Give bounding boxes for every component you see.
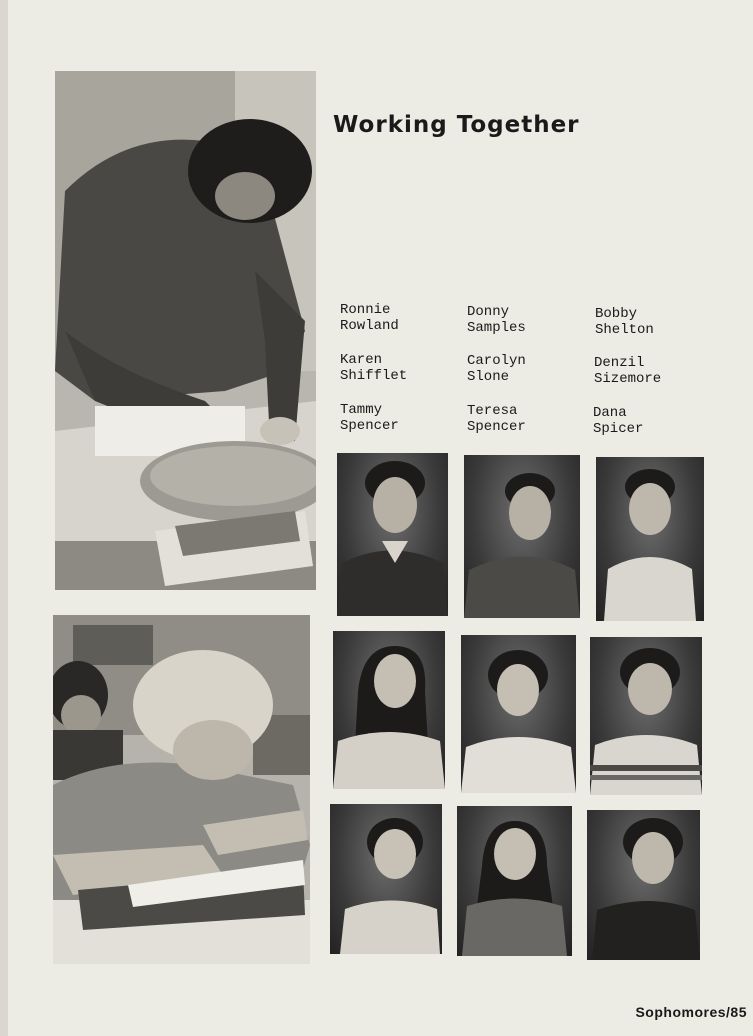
page-title: Working Together (333, 112, 580, 138)
student-name-9: Dana Spicer (593, 405, 644, 437)
person-silhouette-icon (587, 810, 700, 960)
portrait-2 (464, 455, 580, 618)
person-silhouette-icon (330, 804, 442, 954)
student-name-7: Tammy Spencer (340, 402, 399, 434)
person-silhouette-icon (464, 455, 580, 618)
student-name-5: Carolyn Slone (467, 353, 526, 385)
page-footer: Sophomores/85 (635, 1004, 747, 1020)
person-silhouette-icon (337, 453, 448, 616)
student-name-2: Donny Samples (467, 304, 526, 336)
portrait-5 (461, 635, 576, 793)
person-silhouette-icon (590, 637, 702, 795)
person-silhouette-icon (461, 635, 576, 793)
student-name-8: Teresa Spencer (467, 403, 526, 435)
portrait-7 (330, 804, 442, 954)
student-name-4: Karen Shifflet (340, 352, 408, 384)
student-name-6: Denzil Sizemore (594, 355, 662, 387)
candid-photo-sewing (55, 71, 316, 590)
drawing-scene-illustration (53, 615, 310, 964)
portrait-9 (587, 810, 700, 960)
student-name-1: Ronnie Rowland (340, 302, 399, 334)
person-silhouette-icon (457, 806, 572, 956)
portrait-4 (333, 631, 445, 789)
person-silhouette-icon (333, 631, 445, 789)
sewing-scene-illustration (55, 71, 316, 590)
portrait-8 (457, 806, 572, 956)
student-name-3: Bobby Shelton (595, 306, 654, 338)
portrait-1 (337, 453, 448, 616)
candid-photo-drawing (53, 615, 310, 964)
page-binding-edge (0, 0, 8, 1036)
portrait-3 (596, 457, 704, 621)
person-silhouette-icon (596, 457, 704, 621)
portrait-6 (590, 637, 702, 795)
